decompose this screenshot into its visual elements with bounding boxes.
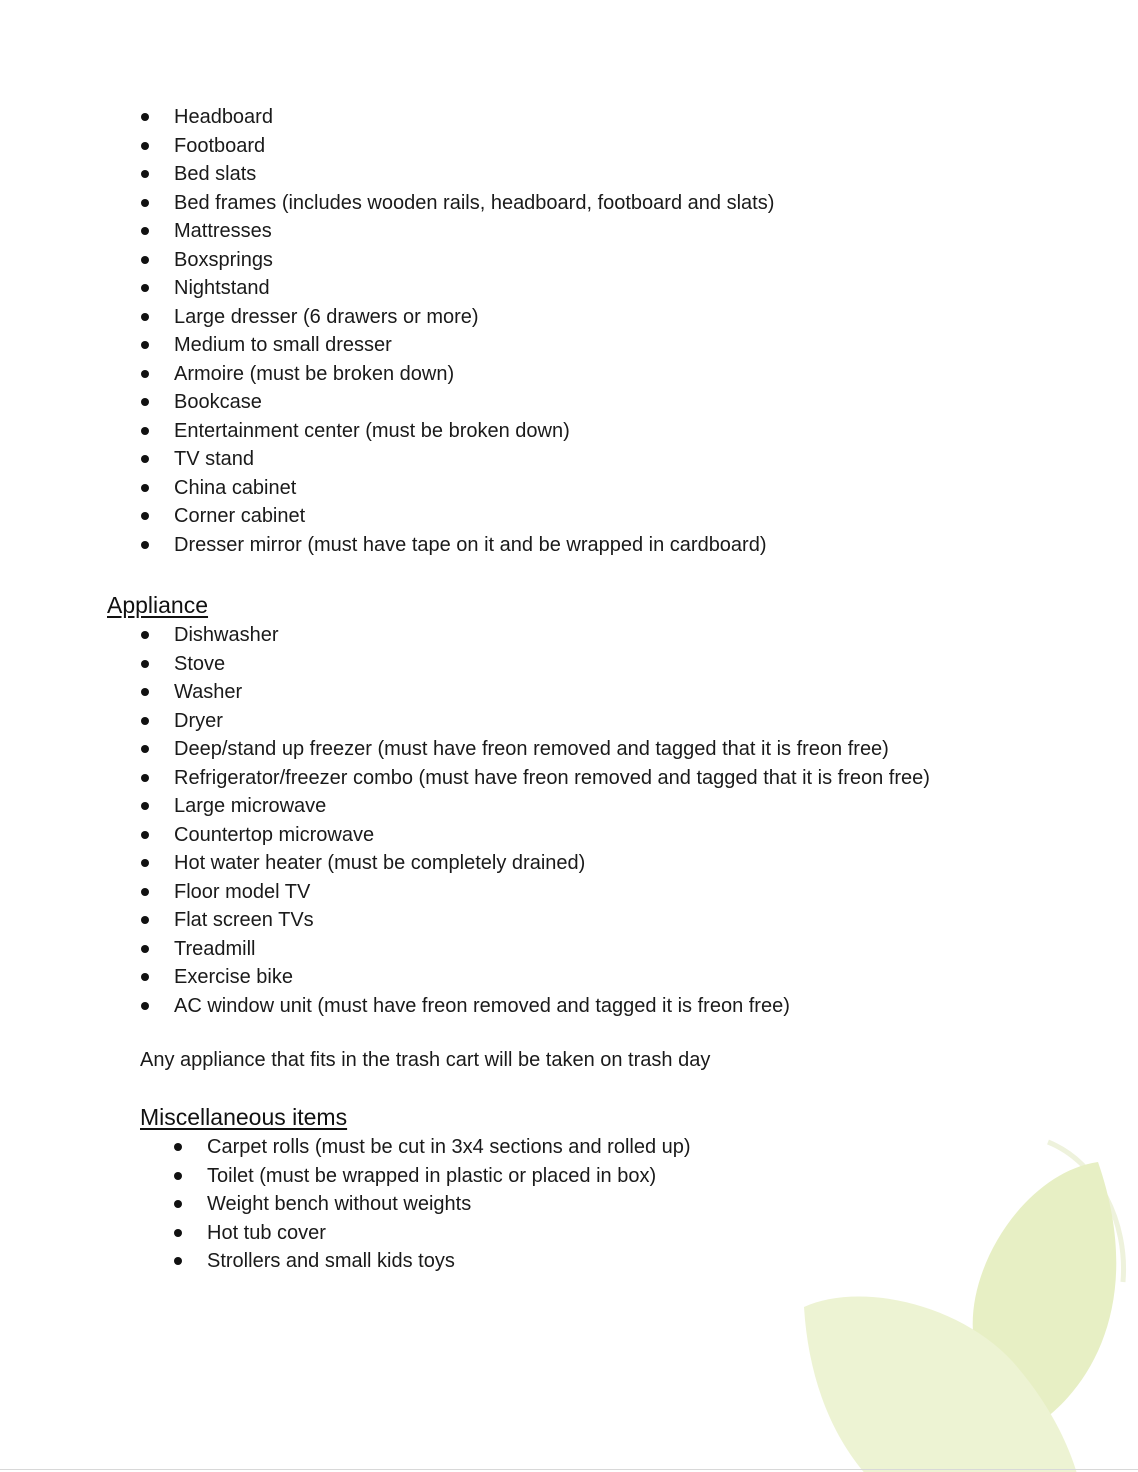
bullet-icon	[141, 859, 149, 867]
appliance-list	[140, 621, 930, 1020]
list-item	[173, 1162, 691, 1191]
bullet-icon	[174, 1143, 182, 1151]
list-item-text: Large dresser (6 drawers or more)	[174, 305, 479, 328]
list-item	[140, 217, 774, 246]
list-item-text: AC window unit (must have freon removed and tagged it is freon free)	[174, 994, 790, 1017]
bullet-icon	[141, 313, 149, 321]
list-item-text: Toilet (must be wrapped in plastic or placed in box)	[207, 1164, 657, 1187]
list-item-text: Headboard	[174, 106, 273, 128]
list-item	[140, 474, 774, 503]
bullet-icon	[141, 455, 149, 463]
list-item	[173, 1190, 691, 1219]
list-item-text: Countertop microwave	[174, 823, 375, 846]
list-item-text: TV stand	[174, 448, 255, 470]
list-item	[140, 103, 774, 132]
bullet-icon	[141, 341, 149, 349]
list-item	[140, 502, 774, 531]
bullet-icon	[141, 774, 149, 782]
list-item	[140, 132, 774, 161]
list-item	[173, 1247, 691, 1276]
list-item-text: Entertainment center (must be broken down)	[174, 419, 570, 442]
list-item	[173, 1219, 691, 1248]
bullet-icon	[141, 199, 149, 207]
bullet-icon	[141, 370, 149, 378]
bullet-icon	[141, 916, 149, 924]
list-item-text: Armoire (must be broken down)	[174, 362, 455, 385]
list-item	[140, 360, 774, 389]
bullet-icon	[141, 1002, 149, 1010]
list-item	[140, 531, 774, 560]
section-heading-miscellaneous: Miscellaneous items	[140, 1104, 348, 1130]
list-item	[140, 764, 930, 793]
bullet-icon	[141, 113, 149, 121]
list-item-text: Medium to small dresser	[174, 334, 392, 356]
bullet-icon	[174, 1172, 182, 1180]
list-item	[140, 707, 930, 736]
list-item-text: Weight bench without weights	[207, 1193, 472, 1215]
bullet-icon	[141, 427, 149, 435]
list-item-text: Deep/stand up freezer (must have freon removed and tagged that it is freon free)	[174, 738, 889, 760]
list-item-text: Dryer	[174, 709, 223, 732]
list-item	[140, 303, 774, 332]
list-item	[140, 963, 930, 992]
list-item-text: Floor model TV	[174, 880, 311, 903]
bullet-icon	[141, 831, 149, 839]
leaf-watermark-icon	[798, 1132, 1138, 1472]
bullet-icon	[141, 398, 149, 406]
list-item-text: Bed frames (includes wooden rails, headboard, footboard and slats)	[174, 191, 775, 214]
list-item-text: Boxsprings	[174, 248, 273, 271]
list-item	[140, 331, 774, 360]
list-item-text: Hot water heater (must be completely drained)	[174, 852, 586, 874]
list-item	[140, 650, 930, 679]
list-item	[140, 878, 930, 907]
list-item-text: Exercise bike	[174, 966, 293, 988]
bullet-icon	[141, 660, 149, 668]
list-item	[140, 274, 774, 303]
list-item-text: Carpet rolls (must be cut in 3x4 sections and rolled up)	[207, 1136, 691, 1158]
bullet-icon	[141, 717, 149, 725]
list-item	[140, 445, 774, 474]
list-item-text: Dresser mirror (must have tape on it and be wrapped in cardboard)	[174, 533, 767, 556]
section-heading-appliance: Appliance	[107, 592, 209, 618]
list-item-text: Corner cabinet	[174, 505, 306, 527]
list-item	[140, 246, 774, 275]
bullet-icon	[141, 541, 149, 549]
list-item	[140, 735, 930, 764]
list-item	[140, 992, 930, 1021]
bullet-icon	[141, 631, 149, 639]
bullet-icon	[141, 284, 149, 292]
furniture-list	[140, 103, 774, 559]
list-item	[140, 388, 774, 417]
list-item-text: Washer	[174, 681, 243, 703]
bullet-icon	[174, 1257, 182, 1265]
list-item	[140, 792, 930, 821]
list-item	[140, 189, 774, 218]
bullet-icon	[141, 973, 149, 981]
list-item-text: Nightstand	[174, 277, 270, 299]
list-item	[140, 906, 930, 935]
bullet-icon	[141, 484, 149, 492]
bullet-icon	[141, 256, 149, 264]
list-item-text: Treadmill	[174, 937, 256, 960]
miscellaneous-list	[173, 1133, 691, 1276]
appliance-note: Any appliance that fits in the trash cart will be taken on trash day	[140, 1049, 711, 1071]
list-item-text: Stove	[174, 652, 226, 675]
bullet-icon	[141, 170, 149, 178]
bullet-icon	[141, 688, 149, 696]
list-item-text: Strollers and small kids toys	[207, 1250, 455, 1272]
list-item-text: China cabinet	[174, 476, 297, 499]
list-item-text: Flat screen TVs	[174, 909, 314, 931]
list-item	[140, 935, 930, 964]
bullet-icon	[141, 142, 149, 150]
list-item-text: Dishwasher	[174, 624, 279, 646]
list-item	[140, 417, 774, 446]
list-item-text: Hot tub cover	[207, 1221, 326, 1244]
bullet-icon	[141, 227, 149, 235]
list-item-text: Refrigerator/freezer combo (must have freon removed and tagged that it is freon free)	[174, 766, 930, 789]
bullet-icon	[141, 945, 149, 953]
list-item	[140, 678, 930, 707]
bullet-icon	[174, 1200, 182, 1208]
list-item	[140, 621, 930, 650]
list-item-text: Footboard	[174, 134, 266, 157]
bullet-icon	[141, 888, 149, 896]
list-item-text: Bookcase	[174, 391, 262, 413]
bullet-icon	[141, 512, 149, 520]
page-bottom-divider	[0, 1469, 1138, 1470]
bullet-icon	[174, 1229, 182, 1237]
list-item	[140, 160, 774, 189]
list-item	[140, 849, 930, 878]
list-item	[173, 1133, 691, 1162]
bullet-icon	[141, 745, 149, 753]
list-item-text: Large microwave	[174, 795, 327, 817]
list-item-text: Bed slats	[174, 163, 257, 185]
list-item	[140, 821, 930, 850]
list-item-text: Mattresses	[174, 220, 272, 242]
bullet-icon	[141, 802, 149, 810]
